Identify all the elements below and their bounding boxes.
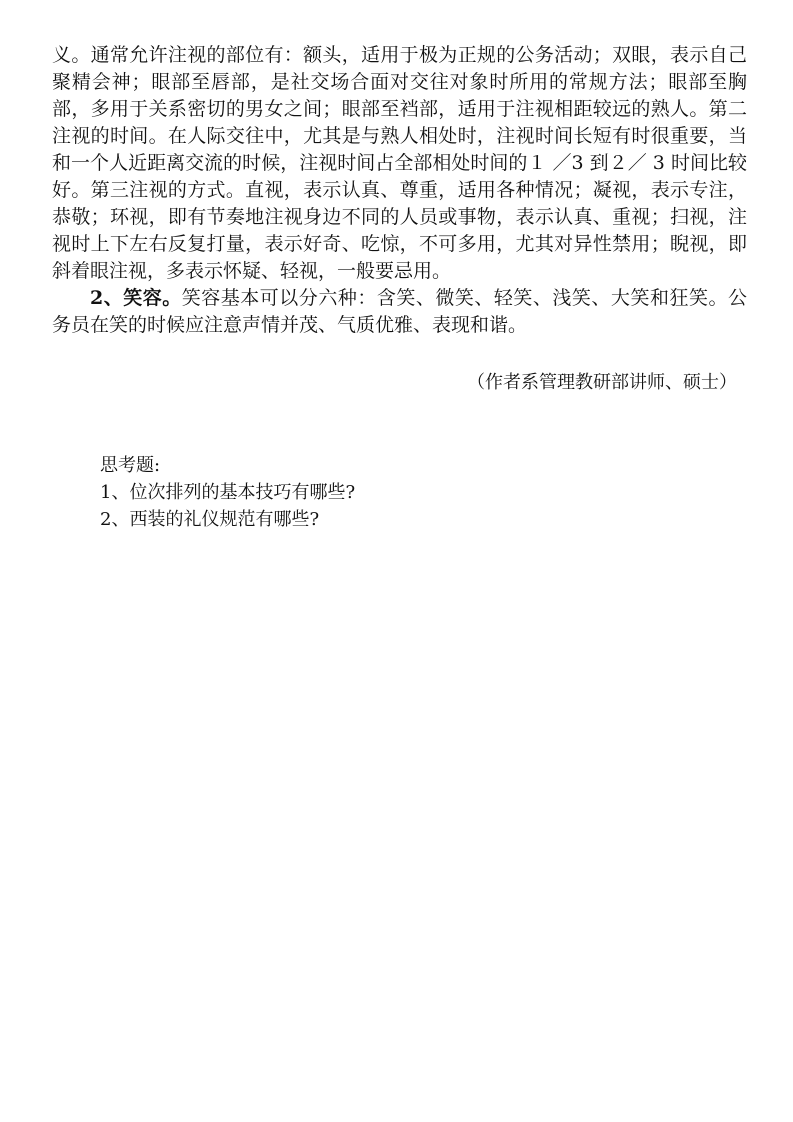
paragraph-smile [52, 285, 747, 339]
questions-title: 思考题: [100, 455, 161, 476]
document-body [52, 42, 747, 339]
question-item-2: 2、西装的礼仪规范有哪些? [100, 509, 320, 530]
paragraph-gaze: 义。通常允许注视的部位有：额头，适用于极为正规的公务活动；双眼，表示自己聚精会神；眼部至唇部，是社交场合面对交往对象时所用的常规方法；眼部至胸部，多用于关系密切的男女之间；眼部至裆部，适用于注视相距较远的熟人。第二注视的时间。在人际交往中，尤其是与熟人相处时，注视时间长短有时很重要，当和一个人近距离交流的时候，注视时间占全部相处时间的１ ／3 到２／ 3 时间比较好。第三注视的方式。直视，表示认真、尊重，适用各种情况；凝视，表示专注，恭敬；环视，即有节奏地注视身边不同的人员或事物，表示认真、重视；扫视，注视时上下左右反复打量，表示好奇、吃惊，不可多用，尤其对异性禁用；睨视，即斜着眼注视，多表示怀疑、轻视，一般要忌用。 [52, 44, 747, 282]
section-text-smile: 笑容基本可以分六种：含笑、微笑、轻笑、浅笑、大笑和狂笑。公务员在笑的时候应注意声情并茂、气质优雅、表现和谐。 [52, 287, 747, 336]
section-heading-smile: 2、笑容。 [90, 287, 182, 309]
author-byline: （作者系管理教研部讲师、硕士） [467, 372, 737, 393]
question-item-1: 1、位次排列的基本技巧有哪些? [100, 482, 356, 503]
questions-section [100, 452, 700, 533]
